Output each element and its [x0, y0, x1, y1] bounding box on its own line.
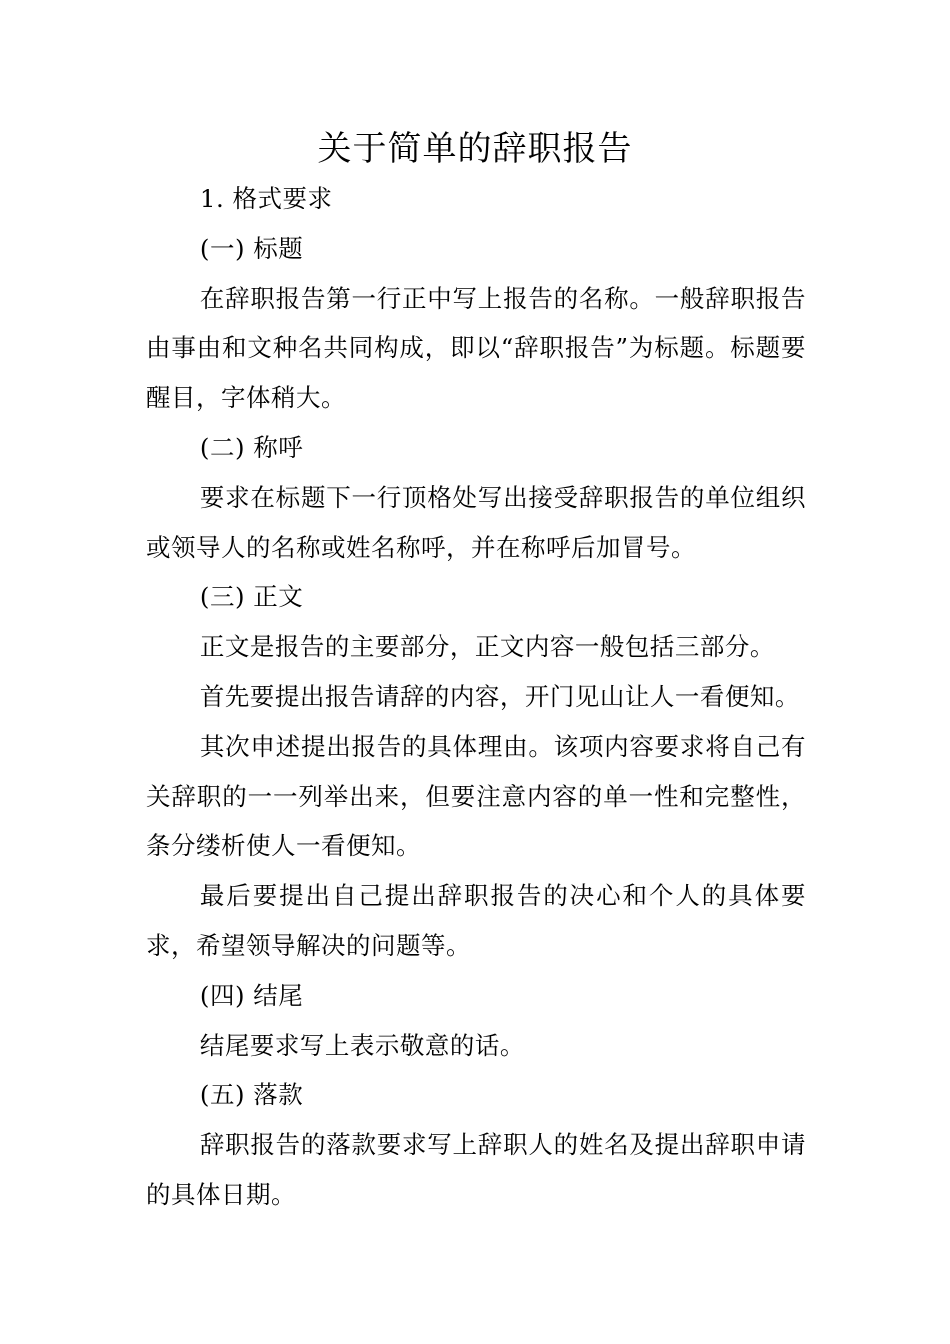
document-title: 关于简单的辞职报告	[317, 129, 633, 169]
paragraph-title-desc: 在辞职报告第一行正中写上报告的名称。一般辞职报告由事由和文种名共同构成，即以“辞职报告”为标题。标题要醒目，字体稍大。	[146, 283, 806, 413]
section-heading-format: 1. 格式要求	[199, 184, 333, 213]
section-heading-salutation: (二) 称呼	[199, 432, 304, 462]
paragraph-body-second: 其次申述提出报告的具体理由。该项内容要求将自己有关辞职的一一列举出来，但要注意内容的单一性和完整性，条分缕析使人一看便知。	[146, 731, 806, 861]
paragraph-body-last: 最后要提出自己提出辞职报告的决心和个人的具体要求，希望领导解决的问题等。	[146, 881, 806, 960]
section-heading-body: (三) 正文	[199, 582, 304, 612]
paragraph-signature-desc: 辞职报告的落款要求写上辞职人的姓名及提出辞职申请的具体日期。	[146, 1130, 806, 1209]
paragraph-body-intro: 正文是报告的主要部分，正文内容一般包括三部分。	[199, 632, 775, 662]
paragraph-ending-desc: 结尾要求写上表示敬意的话。	[199, 1030, 525, 1060]
section-heading-ending: (四) 结尾	[199, 980, 304, 1010]
section-heading-signature: (五) 落款	[199, 1080, 304, 1110]
section-heading-title: (一) 标题	[199, 233, 304, 263]
document-body	[146, 174, 806, 1220]
paragraph-body-first: 首先要提出报告请辞的内容，开门见山让人一看便知。	[199, 681, 800, 711]
paragraph-salutation-desc: 要求在标题下一行顶格处写出接受辞职报告的单位组织或领导人的名称或姓名称呼，并在称呼后加冒号。	[146, 482, 806, 562]
